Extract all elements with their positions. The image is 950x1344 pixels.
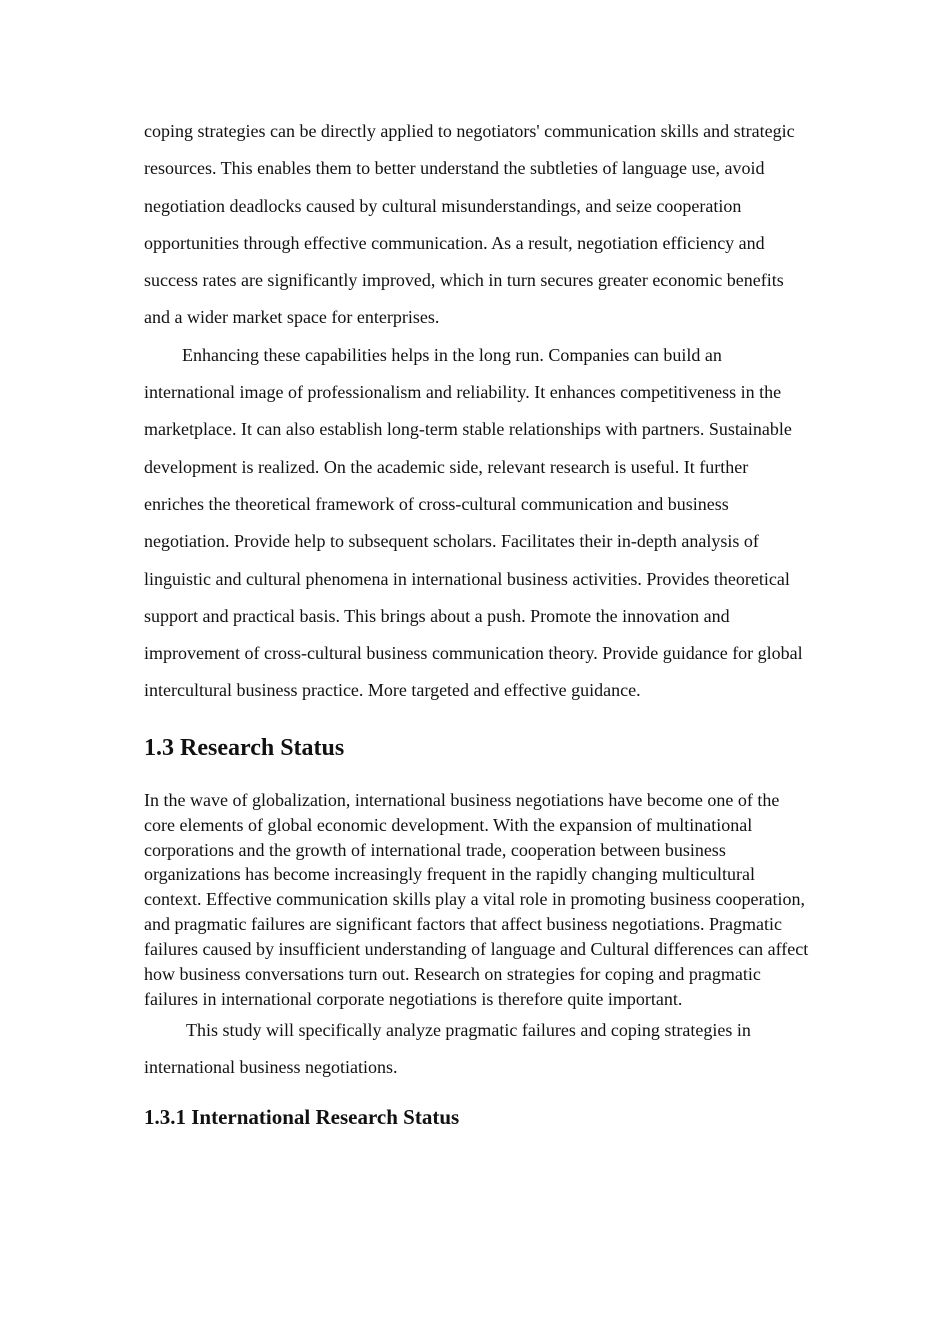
subsection-heading: 1.3.1 International Research Status bbox=[144, 1104, 460, 1129]
paragraph-benefits: coping strategies can be directly applied to negotiators' communication skills and strategic resources. This enables them to better understand the subtleties of language use, avoid negotiation deadlocks caused by cultural misunderstandings, and seize cooperation opportunities through effective communication. As a result, negotiation efficiency and success rates are significantly improved, which in turn secures greater economic benefits and a wider market space for enterprises. bbox=[144, 121, 795, 328]
document-page bbox=[144, 113, 810, 1135]
paragraph-study-scope: This study will specifically analyze pragmatic failures and coping strategies in international business negotiations. bbox=[144, 1019, 751, 1078]
paragraph-globalization: In the wave of globalization, international business negotiations have become one of the core elements of global economic development. With the expansion of multinational corporations and the growth of international trade, cooperation between business organizations has become increasingly frequent in the rapidly changing multicultural context. Effective communication skills play a vital role in promoting business cooperation, and pragmatic failures are significant factors that affect business negotiations. Pragmatic failures caused by insufficient understanding of language and Cultural differences can affect how business conversations turn out. Research on strategies for coping and pragmatic failures in international corporate negotiations is therefore quite important. bbox=[144, 789, 809, 1009]
section-heading: 1.3 Research Status bbox=[144, 734, 345, 761]
paragraph-long-run: Enhancing these capabilities helps in the long run. Companies can build an international image of professionalism and reliability. It enhances competitiveness in the marketplace. It can also establish long-term stable relationships with partners. Sustainable development is realized. On the academic side, relevant research is useful. It further enriches the theoretical framework of cross-cultural communication and business negotiation. Provide help to subsequent scholars. Facilitates their in-depth analysis of linguistic and cultural phenomena in international business activities. Provides theoretical support and practical basis. This brings about a push. Promote the innovation and improvement of cross-cultural business communication theory. Provide guidance for global intercultural business practice. More targeted and effective guidance. bbox=[144, 344, 803, 701]
